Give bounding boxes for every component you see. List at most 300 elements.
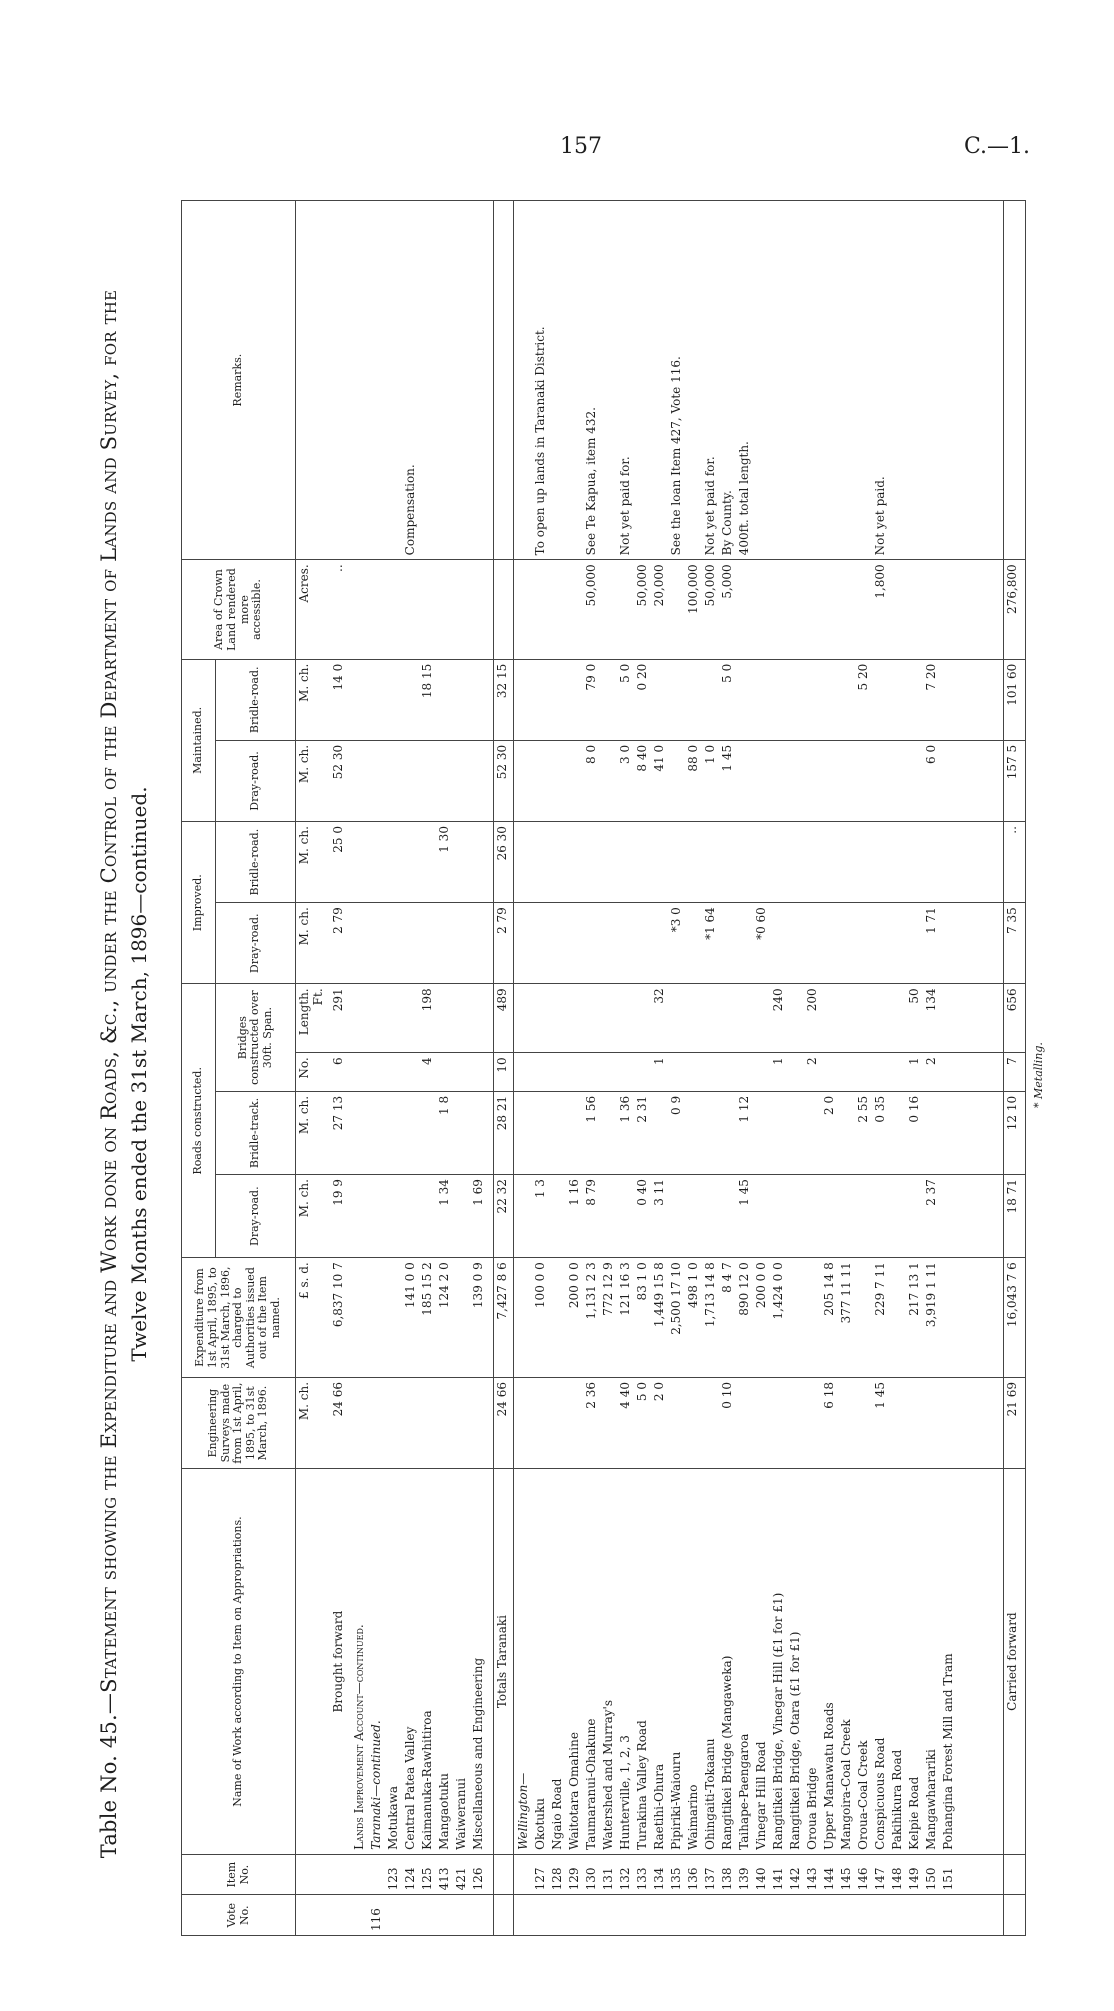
cell-mt-bridle (402, 664, 419, 736)
cell-mt-dray (549, 745, 566, 817)
cell-remarks (453, 205, 470, 555)
cell-im-dray (804, 907, 821, 979)
taranaki-area-col (350, 560, 494, 659)
cell-exp (549, 1262, 566, 1373)
cf-mt-bridle: 101 60 (1004, 659, 1026, 740)
row-name: Mangoira-Coal Creek (839, 1719, 853, 1850)
cf-im-dray: 7 35 (1004, 903, 1026, 984)
cell-rc-dray: 0 40 (635, 1179, 649, 1206)
row-name: Central Patea Valley (402, 1726, 417, 1850)
cell-im-dray (402, 907, 419, 979)
cell-br-len (838, 988, 855, 1048)
cell-br-no (821, 1057, 838, 1087)
row-name: Okotuku (533, 1797, 547, 1850)
row-name: Motukawa (385, 1785, 400, 1850)
row-name: Mangawharariki (924, 1749, 938, 1850)
row-item-number: 138 (720, 1867, 734, 1891)
cell-mt-bridle (804, 664, 821, 736)
tt-rc-bridle: 28 21 (494, 1091, 514, 1174)
cell-remarks: 400ft. total length. (737, 441, 751, 556)
taranaki-item-col (350, 1854, 494, 1895)
cell-remarks (906, 205, 923, 555)
cell-eng: 5 0 (635, 1381, 649, 1402)
cell-mt-dray: 6 0 (924, 744, 938, 764)
cell-rc-dray: 1 3 (533, 1179, 547, 1199)
cell-im-bridle (419, 826, 436, 898)
cell-eng: 2 0 (652, 1381, 666, 1402)
cell-area (385, 564, 402, 654)
cell-rc-bridle (549, 1096, 566, 1170)
taranaki-block (350, 201, 494, 1936)
cf-eng: 21 69 (1004, 1377, 1026, 1468)
cell-rc-dray (668, 1179, 685, 1253)
row-name: Rangitikei Bridge, Otara (£1 for £1) (788, 1631, 802, 1850)
cell-remarks: Compensation. (402, 464, 417, 556)
cell-br-len (787, 988, 804, 1048)
cell-br-len (470, 988, 487, 1048)
cell-remarks: See Te Kapua, item 432. (584, 407, 598, 556)
cell-mt-dray (419, 745, 436, 817)
cell-rc-dray (804, 1179, 821, 1253)
cell-br-len (753, 988, 770, 1048)
cell-mt-dray (402, 745, 419, 817)
cell-remarks (923, 205, 940, 555)
cell-remarks (685, 205, 702, 555)
cell-remarks: See the loan Item 427, Vote 116. (669, 356, 683, 556)
cell-br-len (583, 988, 600, 1048)
rotated-table-page (97, 194, 1057, 1938)
unit-length: Length. (297, 988, 311, 1036)
cell-mt-bridle (651, 664, 668, 736)
bf-remarks (330, 201, 350, 560)
cell-eng (385, 1382, 402, 1464)
cell-rc-dray: 1 34 (436, 1179, 451, 1206)
unit-mt-bridle: M. ch. (296, 659, 330, 740)
cell-remarks: Not yet paid for. (703, 456, 717, 556)
col-maintained: Maintained. (182, 659, 216, 821)
unit-eng: M. ch. (296, 1377, 330, 1468)
taranaki-remarks-col (350, 201, 494, 560)
cell-remarks (770, 205, 787, 555)
cell-im-bridle (651, 826, 668, 898)
wellington-rc-dray-col (514, 1175, 1004, 1258)
col-engineering: Engineering Surveys made from 1st April, 1895, to 31st March, 1896. (182, 1377, 296, 1468)
bf-br-no: 6 (330, 1053, 350, 1092)
cell-remarks: By County. (720, 490, 734, 556)
wellington-item-col (514, 1854, 1004, 1895)
row-item-number: 124 (402, 1867, 417, 1891)
cell-remarks (549, 205, 566, 555)
cell-mt-bridle (838, 664, 855, 736)
cell-im-dray (470, 907, 487, 979)
col-remarks: Remarks. (182, 201, 296, 560)
cell-area: 50,000 (703, 564, 717, 607)
cell-br-len (453, 988, 470, 1048)
cell-im-dray (736, 907, 753, 979)
cell-area (821, 564, 838, 654)
cell-im-bridle (402, 826, 419, 898)
bf-rc-bridle: 27 13 (330, 1091, 350, 1174)
cell-im-dray (872, 907, 889, 979)
cell-eng (736, 1382, 753, 1464)
cell-area (419, 564, 436, 654)
cell-im-bridle (906, 826, 923, 898)
cf-rc-bridle: 12 10 (1004, 1091, 1026, 1174)
cell-rc-bridle (402, 1096, 419, 1170)
cell-br-no: 2 (924, 1057, 938, 1065)
unit-rc-dray: M. ch. (296, 1175, 330, 1258)
cell-eng: 0 10 (720, 1381, 734, 1409)
cell-exp: 377 11 11 (839, 1262, 853, 1324)
cell-area (402, 564, 419, 654)
table-title-line-2: Twelve Months ended the 31st March, 1896—continued. (127, 786, 151, 1362)
cell-im-dray (532, 907, 549, 979)
cell-im-bridle (385, 826, 402, 898)
cell-mt-dray: 88 0 (686, 744, 700, 772)
cell-im-dray (719, 907, 736, 979)
cell-br-no (940, 1057, 957, 1087)
cell-rc-dray (889, 1179, 906, 1253)
cell-br-len (889, 988, 906, 1048)
cell-rc-dray (702, 1179, 719, 1253)
cell-br-no (889, 1057, 906, 1087)
cell-eng: 1 45 (873, 1381, 887, 1409)
row-item-number: 148 (890, 1867, 904, 1891)
tt-im-bridle: 26 30 (494, 822, 514, 903)
cell-br-len (385, 988, 402, 1048)
col-im-dray: Dray-road. (216, 903, 296, 984)
cell-exp: 205 14 8 (822, 1262, 836, 1316)
cell-br-no (787, 1057, 804, 1087)
row-item-number: 150 (924, 1867, 938, 1891)
cell-mt-dray (855, 745, 872, 817)
cell-eng (600, 1382, 617, 1464)
cell-mt-dray (787, 745, 804, 817)
cell-mt-bridle (685, 664, 702, 736)
cell-rc-bridle: 0 35 (873, 1095, 887, 1123)
row-name: Taihape-Paengaroa (737, 1733, 751, 1850)
page-number: 157 (560, 134, 602, 159)
cell-br-len (685, 988, 702, 1048)
cf-rc-dray: 18 71 (1004, 1175, 1026, 1258)
cell-remarks: Not yet paid for. (618, 456, 632, 556)
cell-rc-bridle (470, 1096, 487, 1170)
cell-remarks (838, 205, 855, 555)
cell-im-dray (940, 907, 957, 979)
unit-rc-bridle: M. ch. (296, 1091, 330, 1174)
cell-eng: 6 18 (822, 1381, 836, 1409)
cell-im-bridle (634, 826, 651, 898)
cell-im-dray (685, 907, 702, 979)
col-expenditure: Expenditure from 1st April, 1895, to 31st March, 1896, charged to Authorities issued out of the Item named. (182, 1258, 296, 1378)
cell-eng (549, 1382, 566, 1464)
cell-exp: 217 13 1 (907, 1262, 921, 1316)
cell-exp: 1,131 2 3 (584, 1262, 598, 1320)
cell-mt-bridle (702, 664, 719, 736)
cell-remarks (787, 205, 804, 555)
cell-rc-bridle (889, 1096, 906, 1170)
cell-eng: 4 40 (618, 1381, 632, 1409)
row-name: Turakina Valley Road (635, 1720, 649, 1850)
unit-im-bridle: M. ch. (296, 822, 330, 903)
row-name: Rangitikei Bridge (Mangaweka) (720, 1655, 734, 1850)
cell-br-len (719, 988, 736, 1048)
taranaki-rc-dray-col (350, 1175, 494, 1258)
bf-rc-dray: 19 9 (330, 1175, 350, 1258)
tt-mt-bridle: 32 15 (494, 659, 514, 740)
row-name: Ngaio Road (550, 1778, 564, 1850)
taranaki-name-col (350, 1469, 494, 1855)
cell-mt-dray (532, 745, 549, 817)
cell-mt-bridle (470, 664, 487, 736)
tt-br-len: 489 (494, 984, 514, 1053)
unit-br-no: No. (296, 1053, 330, 1092)
cell-br-no: 1 (907, 1057, 921, 1065)
cell-rc-dray (940, 1179, 957, 1253)
cell-br-len (736, 988, 753, 1048)
cell-exp (787, 1262, 804, 1373)
cell-rc-bridle: 1 12 (737, 1095, 751, 1123)
table-number: Table No. 45.— (97, 1692, 121, 1859)
col-name: Name of Work according to Item on Appropriations. (182, 1469, 296, 1855)
cell-rc-dray (838, 1179, 855, 1253)
cell-br-len: 32 (652, 988, 666, 1004)
cell-area (470, 564, 487, 654)
cell-mt-bridle (872, 664, 889, 736)
cell-rc-bridle (685, 1096, 702, 1170)
cell-im-dray (436, 907, 453, 979)
cell-mt-dray (821, 745, 838, 817)
cell-rc-dray (906, 1179, 923, 1253)
cell-exp: 3,919 1 11 (924, 1262, 938, 1328)
cell-im-dray (385, 907, 402, 979)
cell-mt-dray (385, 745, 402, 817)
cf-remarks (1004, 201, 1026, 560)
row-item-number: 141 (771, 1867, 785, 1891)
cell-rc-bridle (804, 1096, 821, 1170)
row-item-number: 129 (567, 1867, 581, 1891)
cell-rc-dray (685, 1179, 702, 1253)
row-item-number: 144 (822, 1867, 836, 1891)
cell-rc-bridle: 2 55 (856, 1095, 870, 1123)
bf-exp: 6,837 10 7 (330, 1258, 350, 1378)
row-name: Mangaotuku (436, 1773, 451, 1850)
cell-remarks (634, 205, 651, 555)
cell-br-len (702, 988, 719, 1048)
tt-br-no: 10 (494, 1053, 514, 1092)
cell-exp: 772 12 9 (601, 1262, 615, 1316)
cell-rc-dray (753, 1179, 770, 1253)
cell-mt-bridle: 0 20 (635, 663, 649, 691)
cell-im-bridle (940, 826, 957, 898)
cell-exp (855, 1262, 872, 1373)
cell-remarks (470, 205, 487, 555)
taranaki-im-dray-col (350, 903, 494, 984)
cell-rc-dray: 1 45 (737, 1179, 751, 1206)
cell-im-dray (855, 907, 872, 979)
cell-exp: 8 4 7 (720, 1262, 734, 1293)
cell-exp: 1,424 0 0 (771, 1262, 785, 1320)
cell-mt-bridle (436, 664, 453, 736)
cell-im-dray (906, 907, 923, 979)
cell-br-len (549, 988, 566, 1048)
cell-exp: 1,713 14 8 (703, 1262, 717, 1328)
row-name: Pipiriki-Waiouru (669, 1751, 683, 1850)
cell-im-bridle (838, 826, 855, 898)
cell-mt-bridle (940, 664, 957, 736)
cell-exp (453, 1262, 470, 1373)
cell-mt-bridle: 79 0 (584, 663, 598, 691)
cf-mt-dray: 157 5 (1004, 740, 1026, 821)
cell-rc-dray (402, 1179, 419, 1253)
cell-br-no (566, 1057, 583, 1087)
cf-br-no: 7 (1004, 1053, 1026, 1092)
cell-im-bridle (702, 826, 719, 898)
cell-br-len (668, 988, 685, 1048)
col-rc-dray: Dray-road. (216, 1175, 296, 1258)
cell-mt-dray (436, 745, 453, 817)
section-subheading: Taranaki—continued. (368, 1720, 383, 1850)
cell-eng (436, 1382, 453, 1464)
cell-im-bridle (453, 826, 470, 898)
row-item-number: 128 (550, 1867, 564, 1891)
row-name: Hunterville, 1, 2, 3 (618, 1735, 632, 1850)
cell-eng (402, 1382, 419, 1464)
cell-eng (855, 1382, 872, 1464)
cell-area (549, 564, 566, 654)
row-name: Waimarino (686, 1784, 700, 1850)
cell-br-len (402, 988, 419, 1048)
cell-eng (787, 1382, 804, 1464)
wellington-im-dray-col (514, 903, 1004, 984)
col-vote-no: Vote No. (182, 1895, 296, 1936)
cell-remarks (753, 205, 770, 555)
cell-mt-bridle (385, 664, 402, 736)
cell-area (855, 564, 872, 654)
cell-im-dray (651, 907, 668, 979)
cell-exp: 229 7 11 (873, 1262, 887, 1316)
cell-area (906, 564, 923, 654)
cell-remarks (889, 205, 906, 555)
cell-im-dray: *0 60 (754, 907, 768, 940)
row-item-number: 146 (856, 1867, 870, 1891)
cell-mt-dray (906, 745, 923, 817)
cell-remarks (855, 205, 872, 555)
cell-area (838, 564, 855, 654)
row-name: Kelpie Road (907, 1776, 921, 1850)
cf-exp: 16,043 7 6 (1004, 1258, 1026, 1378)
col-area: Area of Crown Land rendered more accessible. (182, 560, 296, 659)
cell-area: 20,000 (652, 564, 666, 607)
cell-br-no (838, 1057, 855, 1087)
row-item-number: 130 (584, 1867, 598, 1891)
cell-exp: 498 1 0 (686, 1262, 700, 1309)
unit-im-dray: M. ch. (296, 903, 330, 984)
cell-mt-dray (668, 745, 685, 817)
taranaki-eng-col (350, 1377, 494, 1468)
cell-rc-bridle (923, 1096, 940, 1170)
cell-exp: 2,500 17 10 (669, 1262, 683, 1335)
cell-br-no: 4 (419, 1057, 434, 1065)
cell-area (566, 564, 583, 654)
cell-eng (923, 1382, 940, 1464)
cell-eng (770, 1382, 787, 1464)
cell-mt-bridle (787, 664, 804, 736)
tt-remarks (494, 201, 514, 560)
wellington-br-len-col (514, 984, 1004, 1053)
cell-area (736, 564, 753, 654)
cell-area: 5,000 (720, 564, 734, 599)
cell-im-bridle (532, 826, 549, 898)
cell-eng (453, 1382, 470, 1464)
cell-rc-bridle: 1 56 (584, 1095, 598, 1123)
cell-rc-dray (770, 1179, 787, 1253)
carried-forward-label: Carried forward (1004, 1469, 1026, 1855)
cell-exp (889, 1262, 906, 1373)
cell-br-no (668, 1057, 685, 1087)
cell-remarks: To open up lands in Taranaki District. (533, 326, 547, 556)
row-name: Kaimanuka-Rawhitiroa (419, 1710, 434, 1850)
row-item-number: 125 (419, 1867, 434, 1891)
row-item-number: 145 (839, 1867, 853, 1891)
cell-mt-bridle: 5 0 (618, 663, 632, 683)
cell-mt-bridle (566, 664, 583, 736)
cell-mt-dray: 8 0 (584, 744, 598, 764)
cell-exp (804, 1262, 821, 1373)
cell-rc-dray (719, 1179, 736, 1253)
cell-br-len: 240 (771, 988, 785, 1012)
cf-area: 276,800 (1004, 560, 1026, 659)
row-name: Vinegar Hill Road (754, 1741, 768, 1850)
row-item-number: 136 (686, 1867, 700, 1891)
cell-br-no (617, 1057, 634, 1087)
cell-area (617, 564, 634, 654)
row-name: Pohangina Forest Mill and Tram (941, 1653, 955, 1850)
cf-br-len: 656 (1004, 984, 1026, 1053)
cell-area (923, 564, 940, 654)
wellington-name-col (514, 1469, 1004, 1855)
cell-area (532, 564, 549, 654)
col-im-bridle: Bridle-road. (216, 822, 296, 903)
cell-im-dray (419, 907, 436, 979)
row-item-number: 142 (788, 1867, 802, 1891)
cell-rc-dray (385, 1179, 402, 1253)
row-name: Pakihikura Road (890, 1749, 904, 1850)
cell-br-no (753, 1057, 770, 1087)
cell-rc-bridle (702, 1096, 719, 1170)
cell-br-len (436, 988, 453, 1048)
cell-im-dray (787, 907, 804, 979)
cell-im-bridle (923, 826, 940, 898)
cell-eng (532, 1382, 549, 1464)
cell-rc-dray (855, 1179, 872, 1253)
cell-mt-dray (940, 745, 957, 817)
wellington-br-no-col (514, 1053, 1004, 1092)
bf-eng: 24 66 (330, 1377, 350, 1468)
table-title-line-1 (97, 234, 121, 1914)
taranaki-br-len-col (350, 984, 494, 1053)
cell-br-no (470, 1057, 487, 1087)
cell-mt-bridle (668, 664, 685, 736)
cell-area: 1,800 (873, 564, 887, 599)
cell-area (436, 564, 453, 654)
col-bridges: Bridges constructed over 30ft. Span. (216, 984, 296, 1092)
cell-remarks (600, 205, 617, 555)
cell-br-len (617, 988, 634, 1048)
cell-rc-dray (872, 1179, 889, 1253)
row-name: Miscellaneous and Engineering (470, 1657, 485, 1850)
cell-br-no: 2 (805, 1057, 819, 1065)
